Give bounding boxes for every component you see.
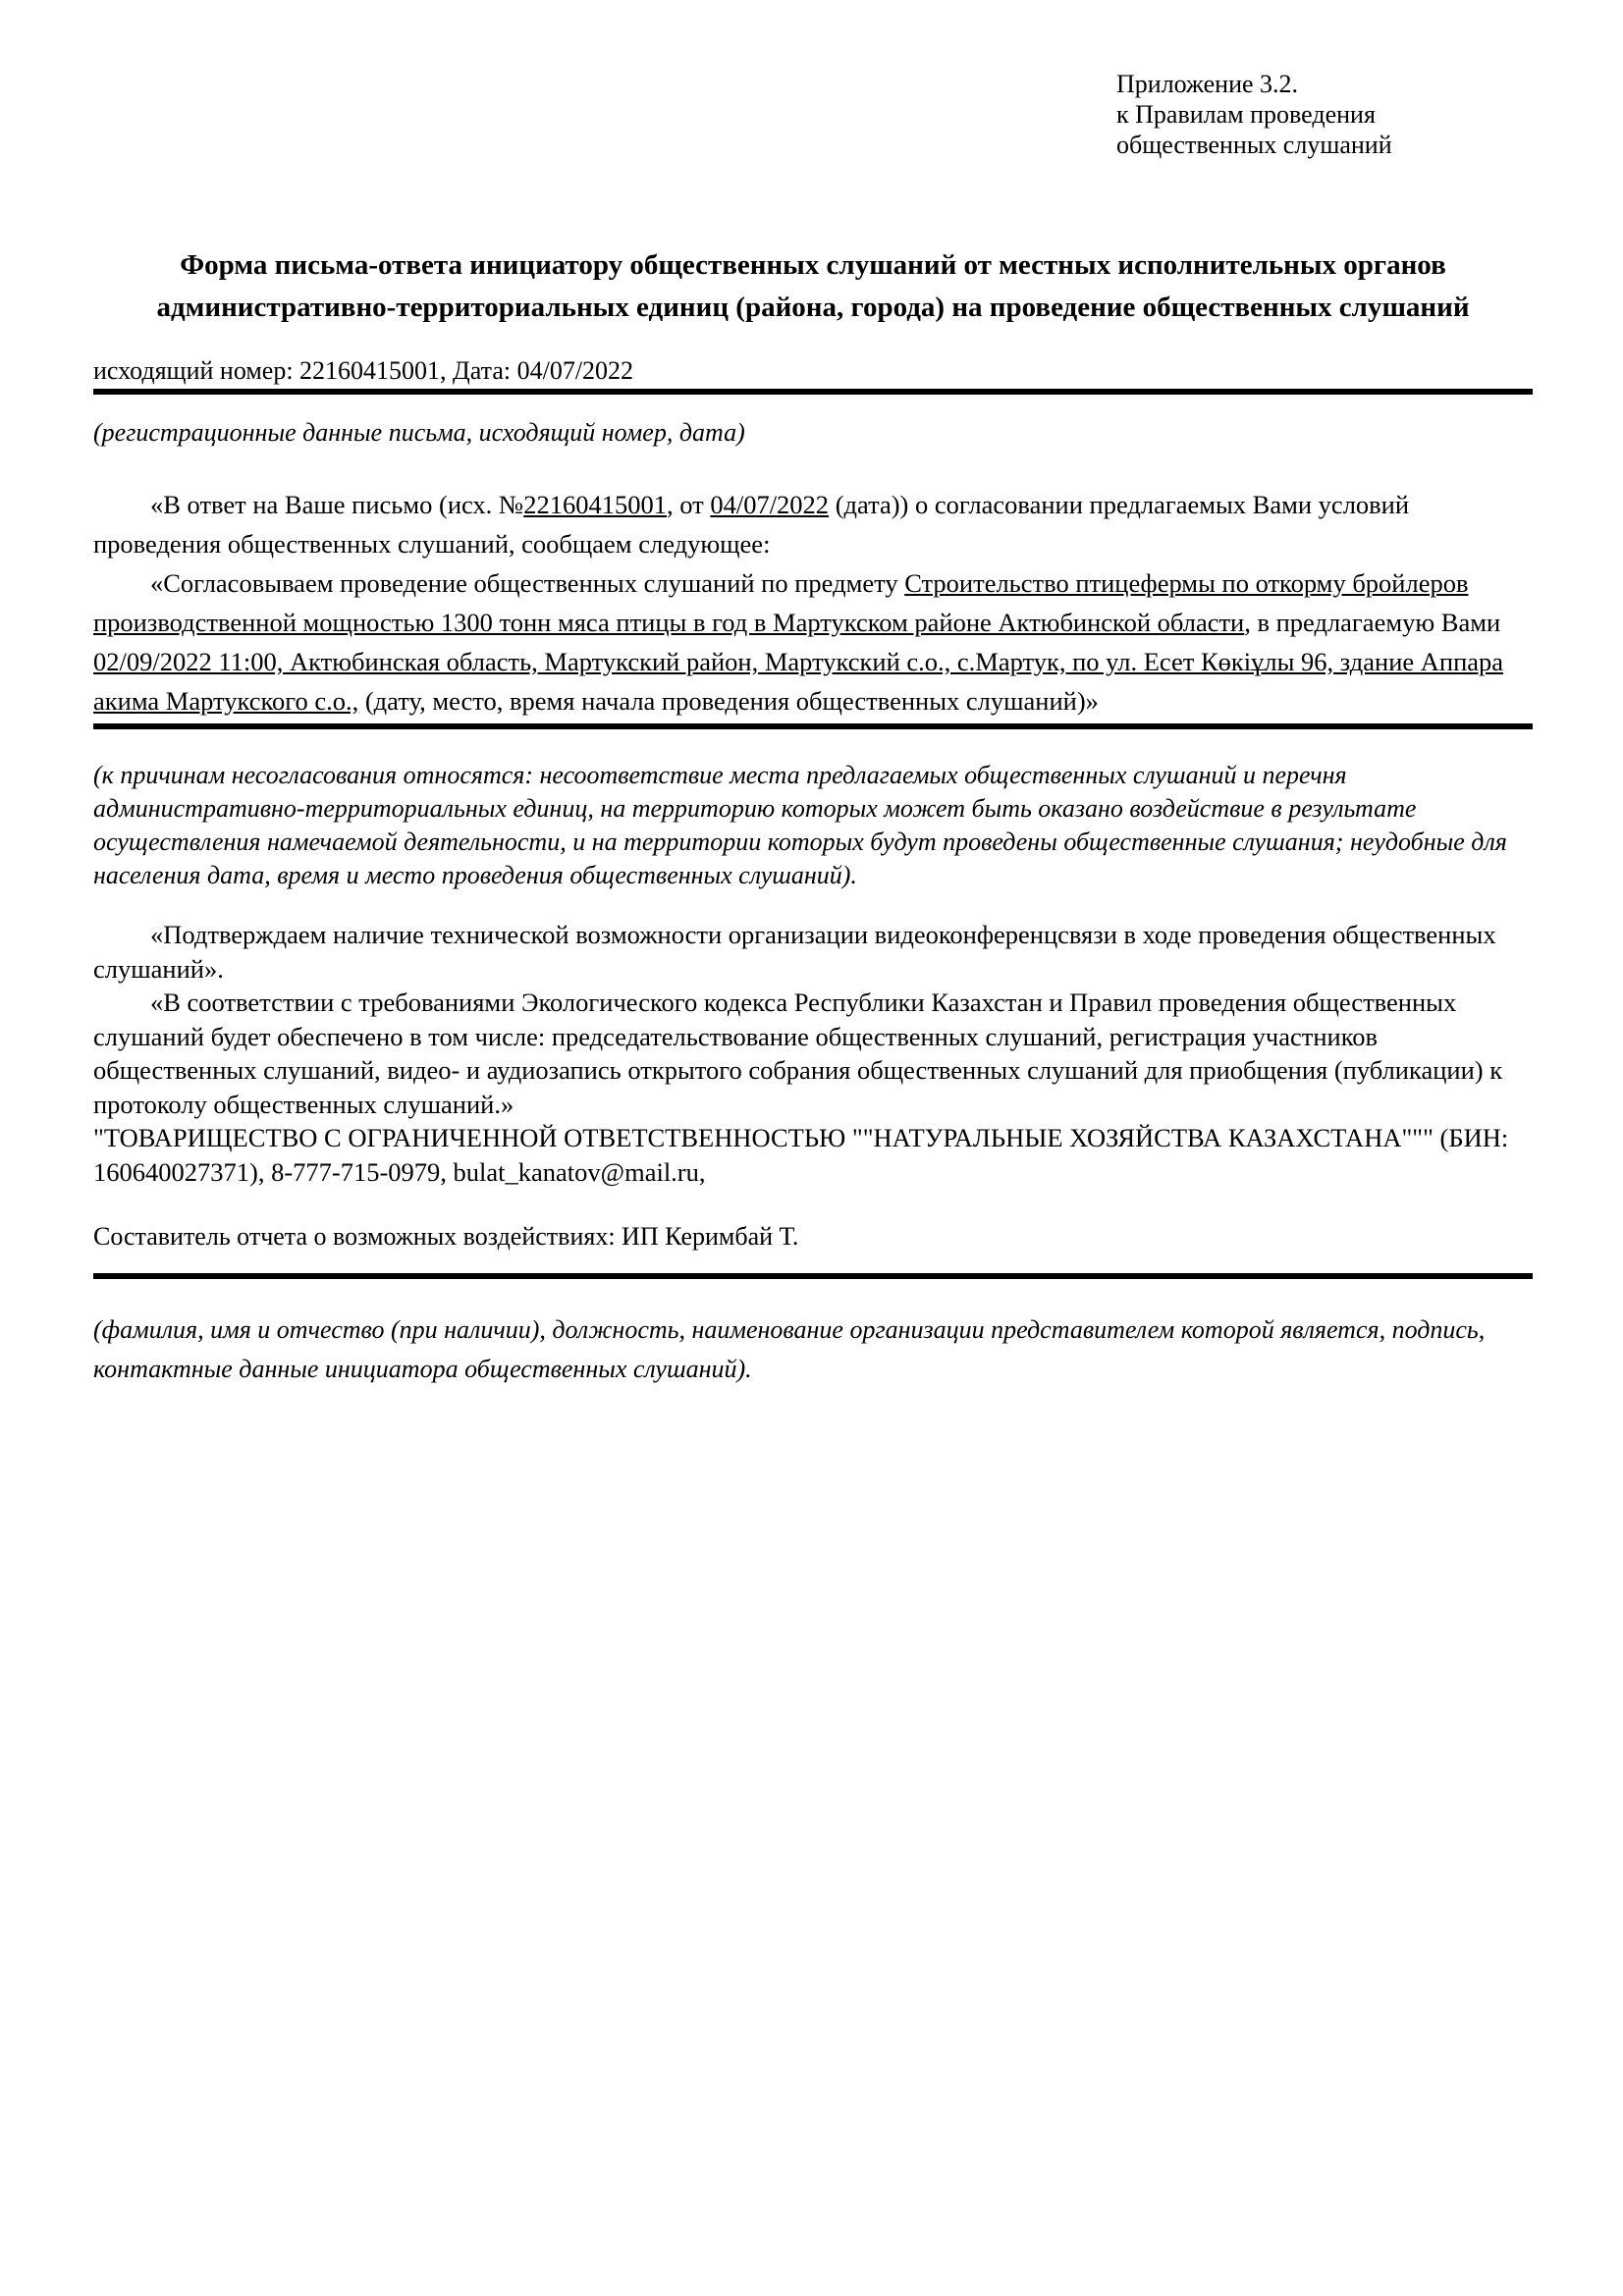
document-title: Форма письма-ответа инициатору общественных слушаний от местных исполнительных органов административно-территориальных единиц (района, города) на проведение общественных слушаний (156, 249, 1470, 323)
horizontal-rule-bottom (93, 1273, 1533, 1279)
registration-note: (регистрационные данные письма, исходящий номер, дата) (93, 418, 745, 447)
appendix-line-2: к Правилам проведения (1116, 100, 1376, 129)
appendix-line-1: Приложение 3.2. (1116, 70, 1299, 98)
disagreement-reasons-note: (к причинам несогласования относятся: несоответствие места предлагаемых общественных слушаний и перечня административно-территориальных единиц, на территорию которых может быть оказано воздействие в результате осуществления намечаемой деятельности, и на территории которых будут проведены общественные слушания; неудобные для населения дата, время и место проведения общественных слушаний). (93, 761, 1507, 889)
underlined-text-run: 02/09/2022 11:00, Актюбинская область, Мартукский район, Мартукский с.о., с.Мартук, по ул. Есет Көкіұлы 96, здание Аппара акима Мартукского с.о., (93, 647, 1504, 716)
horizontal-rule-middle (93, 723, 1533, 729)
text-run: (дату, место, время начала проведения общественных слушаний)» (358, 686, 1099, 716)
reply-paragraph (93, 485, 1533, 563)
appendix-block (1116, 69, 1533, 160)
horizontal-rule-top (93, 389, 1533, 395)
underlined-text-run: 04/07/2022 (710, 490, 830, 519)
videoconference-paragraph: «Подтверждаем наличие технической возможности организации видеоконференцсвязи в ходе проведения общественных слушаний». (93, 920, 1496, 984)
signature-note: (фамилия, имя и отчество (при наличии), должность, наименование организации представителем которой является, подпись, контактные данные инициатора общественных слушаний). (93, 1315, 1486, 1383)
text-run: , от (666, 490, 711, 519)
outgoing-number-line: исходящий номер: 22160415001, Дата: 04/07/2022 (93, 356, 634, 385)
organization-contact-line: "ТОВАРИЩЕСТВО С ОГРАНИЧЕННОЙ ОТВЕТСТВЕННОСТЬЮ ""НАТУРАЛЬНЫЕ ХОЗЯЙСТВА КАЗАХСТАНА""" (БИН: 160640027371), 8-777-715-0979, bulat_kanatov@mail.ru, (93, 1123, 1509, 1187)
text-run: (дата)) о согласовании предлагаемых Вами условий проведения общественных слушаний, сообщаем следующее: (93, 490, 1410, 559)
text-run: , в предлагаемую Вами (1244, 608, 1501, 637)
text-run: «Согласовываем проведение общественных слушаний по предмету (150, 568, 905, 598)
text-run: «В ответ на Ваше письмо (исх. № (150, 490, 524, 519)
report-composer-line: Составитель отчета о возможных воздействиях: ИП Керимбай Т. (93, 1222, 799, 1251)
agreement-paragraph (93, 563, 1533, 721)
underlined-text-run: 22160415001 (523, 490, 667, 519)
appendix-line-3: общественных слушаний (1116, 131, 1392, 159)
ecological-code-paragraph: «В соответствии с требованиями Экологического кодекса Республики Казахстан и Правил проведения общественных слушаний будет обеспечено в том числе: председательствование общественных слушаний, регистрация участников общественных слушаний, видео- и аудиозапись открытого собрания общественных слушаний для приобщения (публикации) к протоколу общественных слушаний.» (93, 988, 1503, 1119)
underlined-text-run: Строительство птицефермы по откорму бройлеров производственной мощностью 1300 тонн мяса птицы в год в Мартукском районе Актюбинской области (93, 568, 1469, 637)
